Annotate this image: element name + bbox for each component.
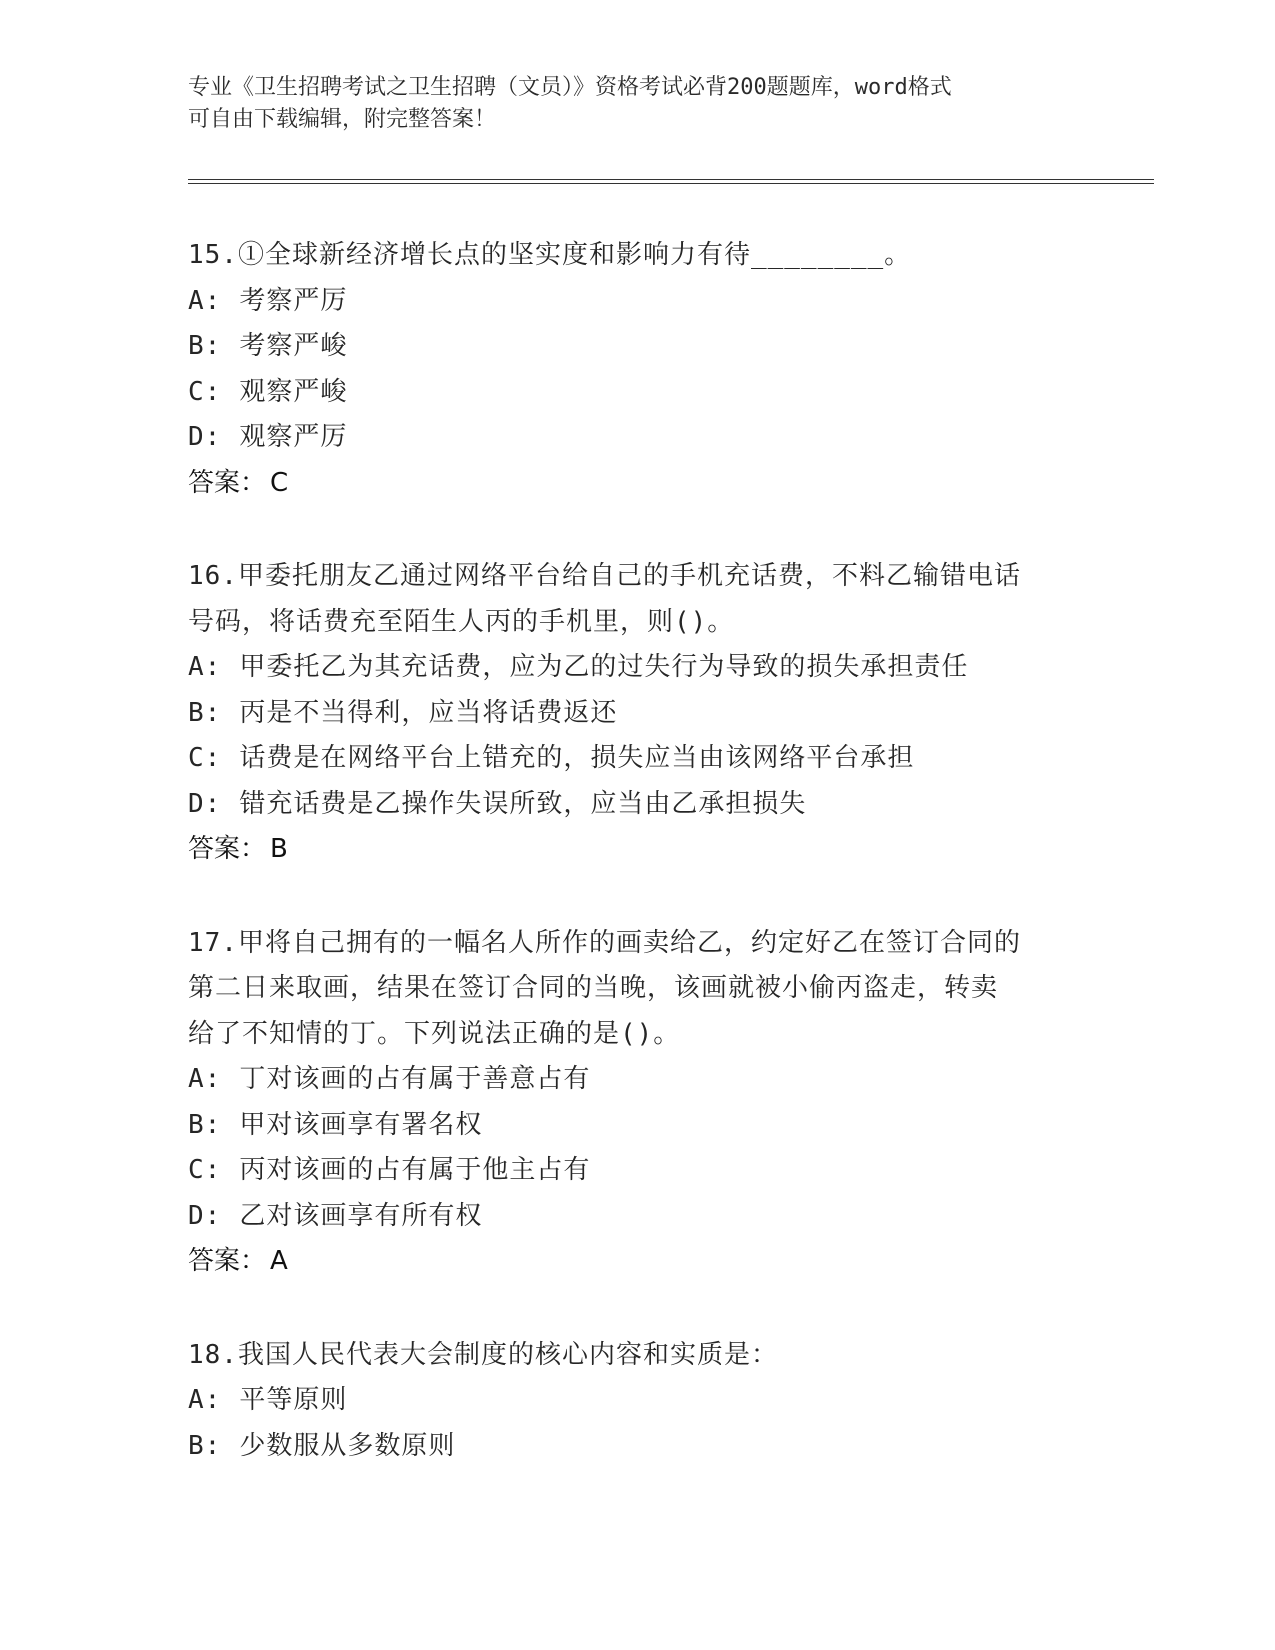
option-key: D: — [188, 788, 222, 819]
option-a — [188, 1057, 1128, 1103]
option-text: 少数服从多数原则 — [239, 1430, 456, 1461]
option-text: 丙对该画的占有属于他主占有 — [239, 1155, 591, 1185]
option-key: D: — [188, 422, 222, 452]
option-text: 错充话费是乙操作失误所致，应当由乙承担损失 — [239, 788, 807, 819]
option-b — [188, 691, 1128, 737]
option-text: 考察严厉 — [239, 285, 348, 316]
answer-value: A — [270, 1246, 288, 1276]
option-text: 话费是在网络平台上错充的，损失应当由该网络平台承担 — [239, 743, 915, 773]
option-b — [188, 1424, 1128, 1470]
option-key: C: — [188, 743, 222, 773]
question-15 — [188, 233, 1128, 506]
option-c — [188, 370, 1128, 416]
option-key: B: — [188, 1109, 222, 1140]
answer-value: C — [270, 467, 289, 498]
header-title-line-2: 可自由下载编辑，附完整答案！ — [188, 107, 497, 132]
header-divider-top — [188, 179, 1154, 180]
option-d — [188, 1194, 1128, 1240]
option-text: 丙是不当得利，应当将话费返还 — [239, 697, 618, 728]
option-key: A: — [188, 1385, 222, 1415]
option-d — [188, 415, 1128, 461]
option-key: B: — [188, 697, 222, 728]
question-stem: 第二日来取画，结果在签订合同的当晚，该画就被小偷丙盗走，转卖 — [188, 973, 999, 1003]
option-b — [188, 324, 1128, 370]
header-divider-bottom — [188, 183, 1154, 184]
option-text: 平等原则 — [239, 1385, 348, 1415]
question-stem: 15.①全球新经济增长点的坚实度和影响力有待________。 — [188, 240, 912, 270]
answer-line — [188, 1239, 1128, 1285]
answer-line — [188, 461, 1128, 507]
option-a — [188, 279, 1128, 325]
question-16 — [188, 554, 1128, 873]
option-key: C: — [188, 376, 222, 407]
option-key: C: — [188, 1155, 222, 1185]
option-c — [188, 736, 1128, 782]
answer-label: 答案： — [188, 467, 267, 498]
option-key: B: — [188, 1430, 222, 1461]
question-stem: 17.甲将自己拥有的一幅名人所作的画卖给乙，约定好乙在签订合同的 — [188, 927, 1021, 958]
question-stem: 18.我国人民代表大会制度的核心内容和实质是： — [188, 1339, 778, 1370]
option-text: 考察严峻 — [239, 331, 348, 361]
option-text: 甲对该画享有署名权 — [239, 1109, 483, 1140]
option-text: 丁对该画的占有属于善意占有 — [239, 1064, 591, 1094]
option-key: A: — [188, 285, 222, 316]
option-text: 观察严峻 — [239, 376, 348, 407]
question-stem: 号码，将话费充至陌生人丙的手机里，则()。 — [188, 606, 735, 637]
answer-value: B — [270, 834, 288, 864]
option-d — [188, 782, 1128, 828]
option-key: D: — [188, 1200, 222, 1231]
question-18 — [188, 1333, 1128, 1470]
answer-line — [188, 827, 1128, 873]
option-a — [188, 645, 1128, 691]
option-text: 乙对该画享有所有权 — [239, 1200, 483, 1231]
answer-label: 答案： — [188, 1246, 267, 1276]
question-stem: 16.甲委托朋友乙通过网络平台给自己的手机充话费，不料乙输错电话 — [188, 561, 1021, 591]
option-key: A: — [188, 652, 222, 682]
document-header — [188, 72, 1068, 136]
question-list — [188, 233, 1128, 1517]
option-text: 观察严厉 — [239, 422, 348, 452]
option-a — [188, 1378, 1128, 1424]
option-text: 甲委托乙为其充话费，应为乙的过失行为导致的损失承担责任 — [239, 652, 969, 682]
option-key: B: — [188, 331, 222, 361]
question-stem: 给了不知情的丁。下列说法正确的是()。 — [188, 1018, 681, 1049]
option-key: A: — [188, 1064, 222, 1094]
option-c — [188, 1148, 1128, 1194]
answer-label: 答案： — [188, 834, 267, 864]
question-17 — [188, 921, 1128, 1285]
header-title-line-1: 专业《卫生招聘考试之卫生招聘（文员）》资格考试必背200题题库，word格式 — [188, 75, 952, 100]
option-b — [188, 1103, 1128, 1149]
